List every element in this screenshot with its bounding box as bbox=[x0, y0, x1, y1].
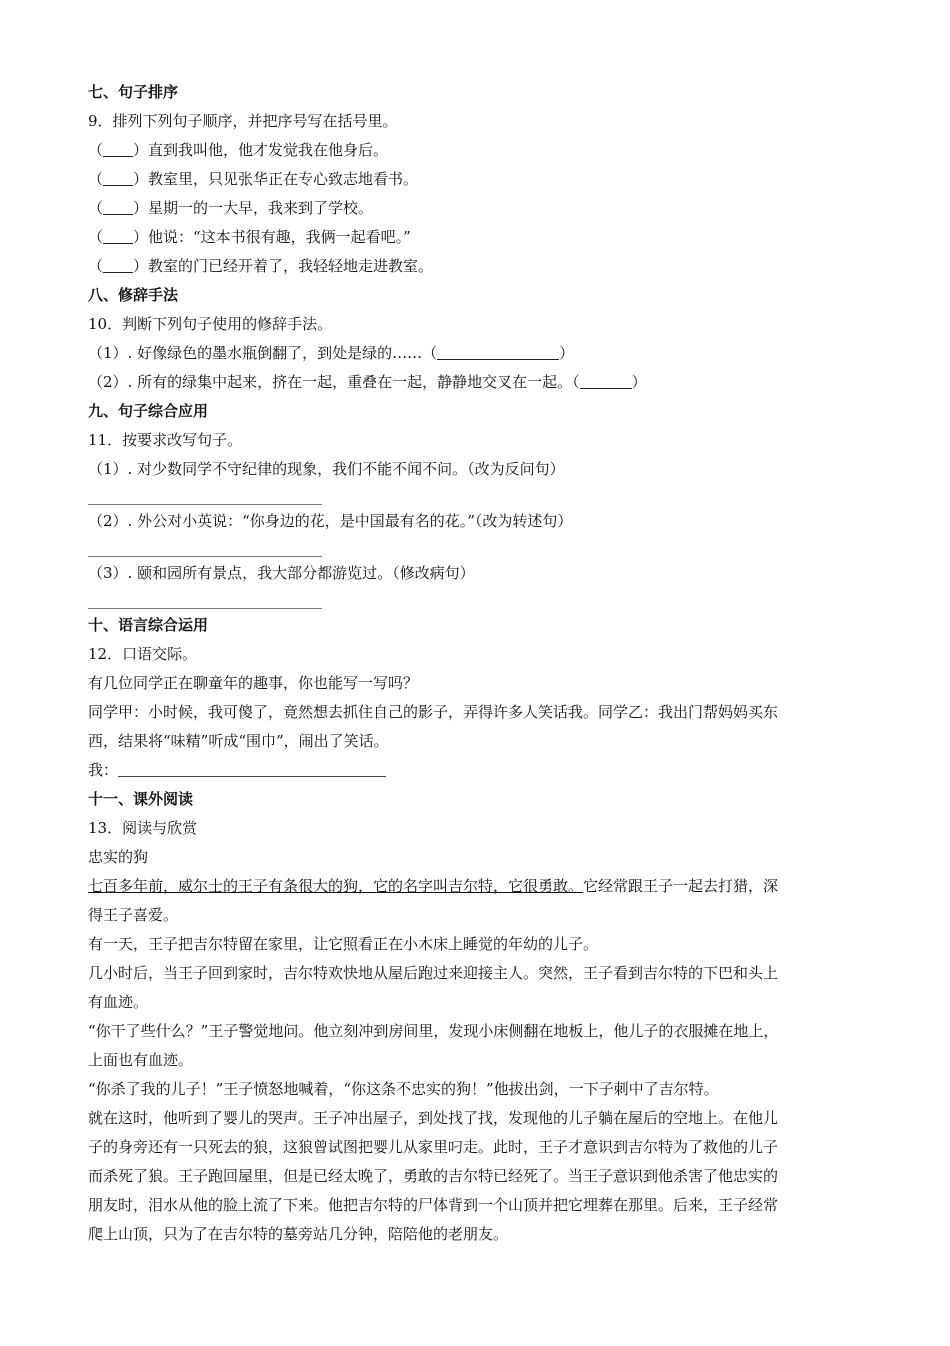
answer-line-1[interactable] bbox=[88, 484, 322, 505]
section-8-heading: 八、修辞手法 bbox=[88, 286, 179, 304]
order-item-3: （ ）星期一的一大早，我来到了学校。 bbox=[88, 199, 374, 217]
order-blank-3[interactable] bbox=[103, 200, 133, 215]
section-9-heading: 九、句子综合应用 bbox=[88, 402, 209, 420]
order-item-4: （ ）他说：“这本书很有趣，我俩一起看吧。” bbox=[88, 228, 411, 246]
story-p4-line1: “你干了些什么？”王子警觉地问。他立刻冲到房间里，发现小床侧翻在地板上，他儿子的衣服摊在地上， bbox=[88, 1022, 779, 1040]
story-p6-line2: 子的身旁还有一只死去的狼，这狼曾试图把婴儿从家里叼走。此时，王子才意识到吉尔特为了救他的儿子 bbox=[88, 1138, 779, 1156]
order-blank-2[interactable] bbox=[103, 171, 133, 186]
order-item-5: （ ）教室的门已经开着了，我轻轻地走进教室。 bbox=[88, 257, 434, 275]
section-7-heading: 七、句子排序 bbox=[88, 83, 179, 101]
order-item-2: （ ）教室里，只见张华正在专心致志地看书。 bbox=[88, 170, 419, 188]
rewrite-item-3: （3）. 颐和园所有景点，我大部分都游览过。（修改病句） bbox=[88, 564, 475, 582]
rewrite-item-2: （2）. 外公对小英说：“你身边的花，是中国最有名的花。”（改为转述句） bbox=[88, 512, 573, 530]
story-p3-line1: 几小时后，当王子回到家时，吉尔特欢快地从屋后跑过来迎接主人。突然，王子看到吉尔特的下巴和头上 bbox=[88, 964, 779, 982]
story-p5: “你杀了我的儿子！”王子愤怒地喊着，“你这条不忠实的狗！”他拔出剑，一下子刺中了吉尔特。 bbox=[88, 1080, 719, 1098]
underlined-sentence: 七百多年前，威尔士的王子有条很大的狗，它的名字叫吉尔特，它很勇敢。 bbox=[88, 877, 584, 895]
rhetoric-blank-1[interactable] bbox=[437, 345, 559, 360]
story-p1-line2: 得王子喜爱。 bbox=[88, 906, 179, 924]
rewrite-item-1: （1）. 对少数同学不守纪律的现象，我们不能不闻不问。（改为反问句） bbox=[88, 460, 565, 478]
order-blank-1[interactable] bbox=[103, 142, 133, 157]
order-item-1: （ ）直到我叫他，他才发觉我在他身后。 bbox=[88, 141, 389, 159]
order-blank-4[interactable] bbox=[103, 229, 133, 244]
question-9: 9．排列下列句子顺序，并把序号写在括号里。 bbox=[88, 112, 398, 130]
prompt-text: 有几位同学正在聊童年的趣事，你也能写一写吗？ bbox=[88, 674, 419, 692]
answer-line-2[interactable] bbox=[88, 536, 322, 557]
answer-line-3[interactable] bbox=[88, 588, 322, 609]
story-p4-line2: 上面也有血迹。 bbox=[88, 1051, 194, 1069]
story-p1-line1: 七百多年前，威尔士的王子有条很大的狗，它的名字叫吉尔特，它很勇敢。它经常跟王子一起去打猎，深 bbox=[88, 877, 779, 895]
question-10: 10．判断下列句子使用的修辞手法。 bbox=[88, 315, 333, 333]
order-blank-5[interactable] bbox=[103, 258, 133, 273]
section-11-heading: 十一、课外阅读 bbox=[88, 790, 194, 808]
my-answer: 我： bbox=[88, 756, 878, 785]
section-10-heading: 十、语言综合运用 bbox=[88, 616, 209, 634]
story-p6-line1: 就在这时，他听到了婴儿的哭声。王子冲出屋子，到处找了找，发现他的儿子躺在屋后的空地上。在他儿 bbox=[88, 1109, 779, 1127]
story-p6-line5: 爬上山顶，只为了在吉尔特的墓旁站几分钟，陪陪他的老朋友。 bbox=[88, 1225, 509, 1243]
rhetoric-item-1: （1）. 好像绿色的墨水瓶倒翻了，到处是绿的……（ ） bbox=[88, 344, 575, 362]
question-13: 13．阅读与欣赏 bbox=[88, 819, 198, 837]
exam-page bbox=[88, 78, 878, 1249]
story-p3-line2: 有血迹。 bbox=[88, 993, 149, 1011]
rhetoric-item-2: （2）. 所有的绿集中起来，挤在一起，重叠在一起，静静地交叉在一起。（ ） bbox=[88, 373, 647, 391]
dialogue-line-1: 同学甲：小时候，我可傻了，竟然想去抓住自己的影子，弄得许多人笑话我。同学乙：我出门帮妈妈买东 bbox=[88, 703, 779, 721]
story-p2: 有一天，王子把吉尔特留在家里，让它照看正在小木床上睡觉的年幼的儿子。 bbox=[88, 935, 599, 953]
story-p6-line4: 朋友时，泪水从他的脸上流了下来。他把吉尔特的尸体背到一个山顶并把它埋葬在那里。后来，王子经常 bbox=[88, 1196, 779, 1214]
question-11: 11．按要求改写句子。 bbox=[88, 431, 243, 449]
question-12: 12．口语交际。 bbox=[88, 645, 198, 663]
my-answer-line[interactable] bbox=[118, 762, 386, 777]
rhetoric-blank-2[interactable] bbox=[580, 374, 632, 389]
story-p6-line3: 而杀死了狼。王子跑回屋里，但是已经太晚了，勇敢的吉尔特已经死了。当王子意识到他杀害了他忠实的 bbox=[88, 1167, 779, 1185]
dialogue-line-2: 西，结果将“味精”听成“围巾”，闹出了笑话。 bbox=[88, 732, 389, 750]
story-title: 忠实的狗 bbox=[88, 848, 149, 866]
